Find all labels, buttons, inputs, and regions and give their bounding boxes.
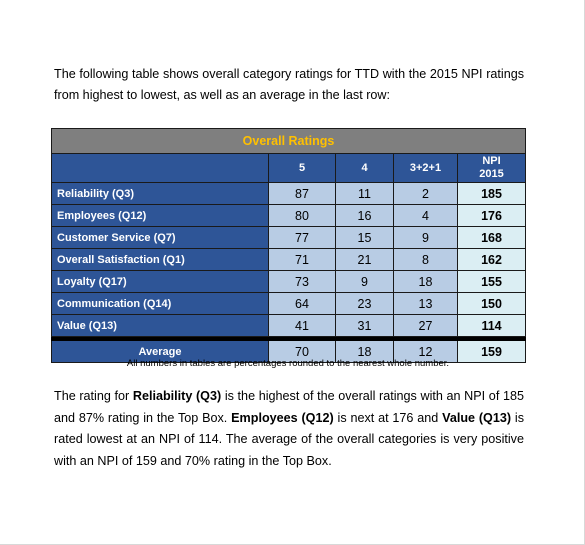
header-blank: [52, 154, 269, 183]
cell-npi: 159: [458, 341, 526, 363]
cell-5: 70: [269, 341, 336, 363]
cell-4: 9: [336, 271, 394, 293]
row-label: Average: [52, 341, 269, 363]
summary-bold-value: Value (Q13): [442, 410, 512, 425]
summary-bold-employees: Employees (Q12): [231, 410, 334, 425]
summary-text-1: The rating for: [54, 389, 133, 403]
intro-paragraph: The following table shows overall category ratings for TTD with the 2015 NPI ratings from highest to lowest, as well as an average in the last row:: [54, 67, 524, 102]
cell-5: 64: [269, 293, 336, 315]
cell-5: 71: [269, 249, 336, 271]
cell-4: 31: [336, 315, 394, 337]
header-5: 5: [269, 154, 336, 183]
cell-321: 13: [394, 293, 458, 315]
cell-4: 16: [336, 205, 394, 227]
summary-bold-reliability: Reliability (Q3): [132, 389, 222, 403]
cell-321: 2: [394, 183, 458, 205]
cell-321: 12: [394, 341, 458, 363]
table-row: [52, 293, 526, 315]
table-footnote: All numbers in tables are percentages rounded to the nearest whole number.: [126, 358, 450, 369]
cell-4: 18: [336, 341, 394, 363]
cell-321: 8: [394, 249, 458, 271]
summary-text-4: is rated lowest at an NPI of 114. The average of the overall categories is very positive with an NPI of 159 and 70% rating in the Top Box.: [54, 410, 524, 469]
summary-text-3: is next at 176 and: [333, 410, 443, 425]
summary-text-2: is the highest of the overall ratings with an NPI of 185 and 87% rating in the Top Box.: [54, 389, 524, 425]
row-label: Value (Q13): [52, 315, 269, 337]
cell-4: 21: [336, 249, 394, 271]
table-row: [52, 205, 526, 227]
header-321: 3+2+1: [394, 154, 458, 183]
cell-321: 27: [394, 315, 458, 337]
cell-4: 11: [336, 183, 394, 205]
table-row: [52, 315, 526, 337]
table-header-row: [52, 154, 526, 183]
cell-4: 23: [336, 293, 394, 315]
row-label: Customer Service (Q7): [52, 227, 269, 249]
cell-5: 87: [269, 183, 336, 205]
cell-5: 41: [269, 315, 336, 337]
row-label: Overall Satisfaction (Q1): [52, 249, 269, 271]
table-row: [52, 183, 526, 205]
cell-5: 73: [269, 271, 336, 293]
summary-paragraph: [54, 386, 524, 473]
row-label: Reliability (Q3): [52, 183, 269, 205]
header-4: 4: [336, 154, 394, 183]
cell-npi: 168: [458, 227, 526, 249]
cell-321: 4: [394, 205, 458, 227]
cell-321: 18: [394, 271, 458, 293]
cell-321: 9: [394, 227, 458, 249]
cell-npi: 114: [458, 315, 526, 337]
table-row: [52, 227, 526, 249]
cell-5: 80: [269, 205, 336, 227]
cell-npi: 155: [458, 271, 526, 293]
row-label: Loyalty (Q17): [52, 271, 269, 293]
cell-npi: 176: [458, 205, 526, 227]
table-title: Overall Ratings: [52, 129, 526, 154]
table-title-row: [52, 129, 526, 154]
row-label: Employees (Q12): [52, 205, 269, 227]
overall-ratings-table: [51, 128, 526, 363]
row-label: Communication (Q14): [52, 293, 269, 315]
cell-npi: 162: [458, 249, 526, 271]
cell-4: 15: [336, 227, 394, 249]
cell-npi: 185: [458, 183, 526, 205]
header-npi: NPI 2015: [458, 154, 526, 183]
table-row: [52, 271, 526, 293]
table-row: [52, 249, 526, 271]
cell-5: 77: [269, 227, 336, 249]
cell-npi: 150: [458, 293, 526, 315]
